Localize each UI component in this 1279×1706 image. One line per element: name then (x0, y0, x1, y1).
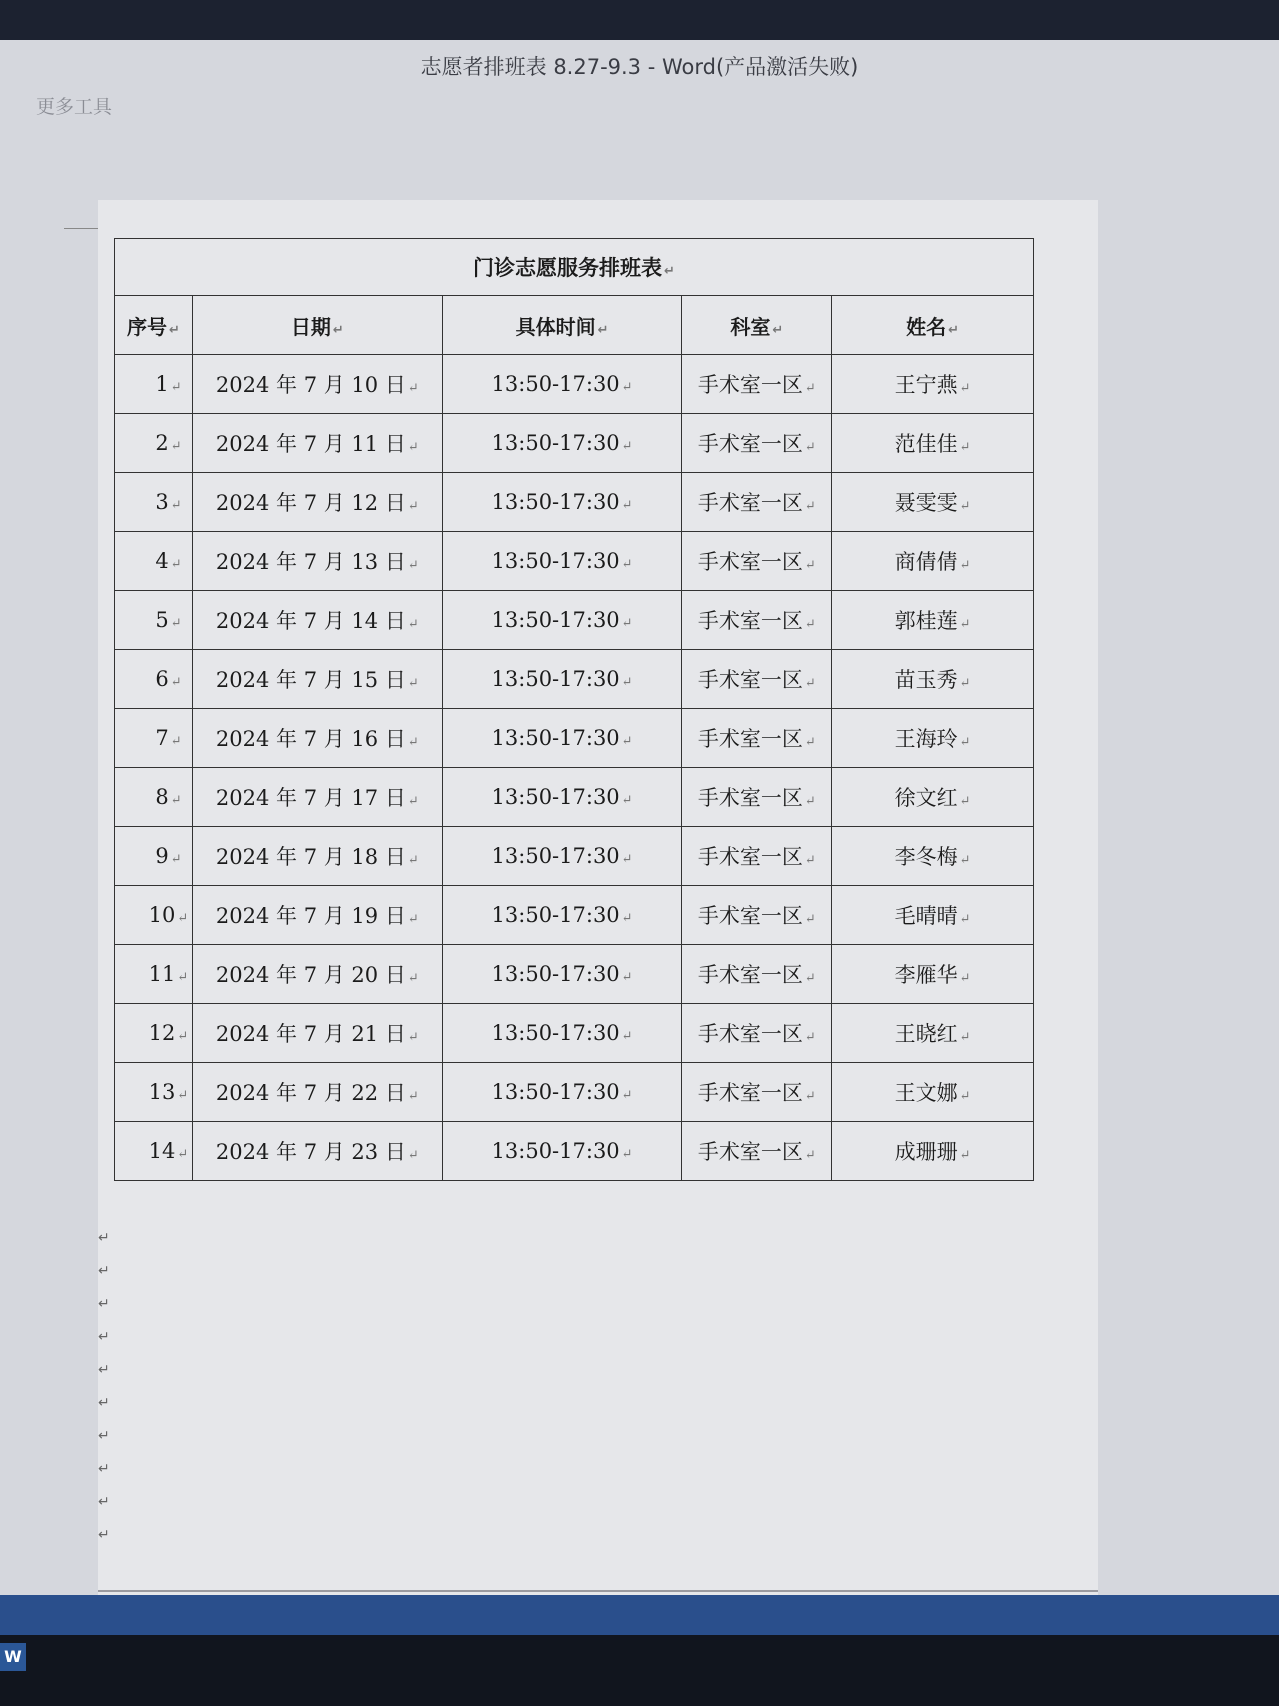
name-value: 李雁华 (894, 963, 958, 987)
paragraph-mark-icon: ↵ (407, 794, 419, 809)
paragraph-mark-icon: ↵ (664, 264, 675, 279)
paragraph-mark-icon: ↵ (959, 676, 971, 691)
header-cell-date[interactable] (192, 296, 442, 355)
cell-time[interactable] (442, 591, 682, 650)
cell-time[interactable] (442, 1122, 682, 1181)
table-row (115, 1004, 1034, 1063)
cell-time[interactable] (442, 1063, 682, 1122)
dept-value: 手术室一区 (697, 491, 803, 515)
paragraph-mark-icon: ↵ (170, 675, 182, 690)
paragraph-mark-icon: ↵ (804, 971, 816, 986)
cell-dept[interactable] (682, 945, 832, 1004)
paragraph-mark-icon: ↵ (407, 853, 419, 868)
cell-dept[interactable] (682, 1063, 832, 1122)
paragraph-mark-icon: ↵ (98, 1395, 110, 1411)
date-value: 2024 年 7 月 11 日 (215, 432, 406, 456)
window-title: 志愿者排班表 8.27-9.3 - Word(产品激活失败) (420, 55, 859, 79)
cell-date[interactable] (192, 473, 442, 532)
name-value: 范佳佳 (894, 432, 958, 456)
paragraph-mark-icon: ↵ (621, 616, 633, 631)
header-label-seq: 序号 (127, 314, 168, 339)
cell-seq[interactable] (115, 1063, 193, 1122)
table-title: 门诊志愿服务排班表 (473, 256, 663, 280)
date-value: 2024 年 7 月 16 日 (215, 727, 406, 751)
time-value: 13:50-17:30 (491, 490, 620, 514)
cell-seq[interactable] (115, 886, 193, 945)
cell-time[interactable] (442, 532, 682, 591)
cell-seq[interactable] (115, 532, 193, 591)
cell-date[interactable] (192, 1004, 442, 1063)
table-row (115, 827, 1034, 886)
paragraph-mark-icon: ↵ (804, 676, 816, 691)
header-cell-dept[interactable] (682, 296, 832, 355)
cell-name[interactable] (832, 827, 1034, 886)
paragraph-mark-icon: ↵ (959, 1089, 971, 1104)
time-value: 13:50-17:30 (491, 844, 620, 868)
cell-name[interactable] (832, 650, 1034, 709)
dept-value: 手术室一区 (697, 727, 803, 751)
word-app-icon[interactable]: W (0, 1643, 26, 1671)
cell-date[interactable] (192, 827, 442, 886)
cell-name[interactable] (832, 591, 1034, 650)
cell-date[interactable] (192, 1063, 442, 1122)
header-cell-name[interactable] (832, 296, 1034, 355)
cell-seq[interactable] (115, 1122, 193, 1181)
paragraph-mark-icon: ↵ (621, 1029, 633, 1044)
table-row (115, 945, 1034, 1004)
cell-time[interactable] (442, 827, 682, 886)
table-row (115, 1063, 1034, 1122)
header-label-name: 姓名 (906, 314, 947, 339)
cell-dept[interactable] (682, 355, 832, 414)
dept-value: 手术室一区 (697, 1140, 803, 1164)
paragraph-mark-icon: ↵ (170, 793, 182, 808)
cell-dept[interactable] (682, 1122, 832, 1181)
seq-value: 11 (148, 962, 176, 986)
seq-value: 12 (148, 1021, 176, 1045)
paragraph-mark-icon: ↵ (407, 558, 419, 573)
paragraph-mark-icon: ↵ (98, 1527, 110, 1543)
paragraph-mark-icon: ↵ (407, 617, 419, 632)
more-tools-button[interactable]: 更多工具 (36, 96, 113, 118)
date-value: 2024 年 7 月 12 日 (215, 491, 406, 515)
seq-value: 1 (155, 372, 169, 396)
paragraph-mark-icon: ↵ (804, 1148, 816, 1163)
cell-seq[interactable] (115, 945, 193, 1004)
status-bar (0, 1595, 1279, 1635)
date-value: 2024 年 7 月 20 日 (215, 963, 406, 987)
cell-date[interactable] (192, 355, 442, 414)
time-value: 13:50-17:30 (491, 903, 620, 927)
paragraph-mark-icon: ↵ (804, 794, 816, 809)
table-row (115, 591, 1034, 650)
paragraph-mark-icon: ↵ (407, 499, 419, 514)
paragraph-mark-icon: ↵ (959, 1030, 971, 1045)
cell-time[interactable] (442, 709, 682, 768)
paragraph-mark-icon: ↵ (407, 1030, 419, 1045)
header-label-time: 具体时间 (515, 314, 596, 339)
time-value: 13:50-17:30 (491, 1021, 620, 1045)
cell-seq[interactable] (115, 473, 193, 532)
paragraph-mark-icon: ↵ (177, 911, 189, 926)
paragraph-mark-icon: ↵ (772, 322, 784, 338)
paragraph-mark-icon: ↵ (98, 1263, 110, 1279)
paragraph-mark-icon: ↵ (621, 439, 633, 454)
dept-value: 手术室一区 (697, 432, 803, 456)
paragraph-mark-icon: ↵ (959, 853, 971, 868)
paragraph-mark-icon: ↵ (959, 381, 971, 396)
cell-name[interactable] (832, 1122, 1034, 1181)
cell-seq[interactable] (115, 1004, 193, 1063)
cell-name[interactable] (832, 414, 1034, 473)
cell-time[interactable] (442, 768, 682, 827)
paragraph-mark-icon: ↵ (407, 912, 419, 927)
dept-value: 手术室一区 (697, 904, 803, 928)
dept-value: 手术室一区 (697, 373, 803, 397)
paragraph-mark-icon: ↵ (170, 439, 182, 454)
cell-dept[interactable] (682, 709, 832, 768)
paragraph-mark-icon: ↵ (332, 322, 344, 338)
name-value: 聂雯雯 (894, 491, 958, 515)
time-value: 13:50-17:30 (491, 667, 620, 691)
name-value: 徐文红 (894, 786, 958, 810)
cell-date[interactable] (192, 709, 442, 768)
cell-dept[interactable] (682, 768, 832, 827)
cell-name[interactable] (832, 1063, 1034, 1122)
seq-value: 13 (148, 1080, 176, 1104)
time-value: 13:50-17:30 (491, 608, 620, 632)
cell-seq[interactable] (115, 650, 193, 709)
seq-value: 6 (155, 667, 169, 691)
time-value: 13:50-17:30 (491, 785, 620, 809)
name-value: 王晓红 (894, 1022, 958, 1046)
dept-value: 手术室一区 (697, 786, 803, 810)
cell-name[interactable] (832, 709, 1034, 768)
paragraph-mark-icon: ↵ (170, 498, 182, 513)
table-row (115, 355, 1034, 414)
name-value: 王文娜 (894, 1081, 958, 1105)
date-value: 2024 年 7 月 19 日 (215, 904, 406, 928)
time-value: 13:50-17:30 (491, 962, 620, 986)
paragraph-mark-icon: ↵ (804, 1089, 816, 1104)
paragraph-mark-icon: ↵ (621, 734, 633, 749)
cell-time[interactable] (442, 650, 682, 709)
paragraph-mark-icon: ↵ (407, 676, 419, 691)
cell-dept[interactable] (682, 414, 832, 473)
paragraph-mark-icon: ↵ (621, 911, 633, 926)
dept-value: 手术室一区 (697, 1081, 803, 1105)
seq-value: 2 (155, 431, 169, 455)
paragraph-mark-icon: ↵ (621, 498, 633, 513)
paragraph-mark-icon: ↵ (98, 1296, 110, 1312)
paragraph-mark-icon: ↵ (959, 912, 971, 927)
seq-value: 14 (148, 1139, 176, 1163)
cell-date[interactable] (192, 650, 442, 709)
document-page[interactable] (98, 200, 1098, 1595)
paragraph-mark-icon: ↵ (170, 734, 182, 749)
paragraph-mark-icon: ↵ (804, 735, 816, 750)
cell-time[interactable] (442, 355, 682, 414)
paragraph-mark-icon: ↵ (621, 675, 633, 690)
paragraph-mark-icon: ↵ (177, 1029, 189, 1044)
date-value: 2024 年 7 月 23 日 (215, 1140, 406, 1164)
cell-seq[interactable] (115, 591, 193, 650)
cell-date[interactable] (192, 886, 442, 945)
header-label-dept: 科室 (730, 314, 771, 339)
cell-date[interactable] (192, 591, 442, 650)
cell-date[interactable] (192, 768, 442, 827)
paragraph-mark-icon: ↵ (959, 735, 971, 750)
paragraph-mark-icon: ↵ (804, 853, 816, 868)
dept-value: 手术室一区 (697, 550, 803, 574)
cell-name[interactable] (832, 473, 1034, 532)
paragraph-mark-icon: ↵ (407, 1089, 419, 1104)
cell-time[interactable] (442, 886, 682, 945)
time-value: 13:50-17:30 (491, 431, 620, 455)
cell-date[interactable] (192, 414, 442, 473)
paragraph-mark-icon: ↵ (98, 1428, 110, 1444)
paragraph-mark-icon: ↵ (170, 616, 182, 631)
paragraph-mark-icon: ↵ (98, 1230, 110, 1246)
paragraph-mark-icon: ↵ (621, 970, 633, 985)
seq-value: 3 (155, 490, 169, 514)
dept-value: 手术室一区 (697, 1022, 803, 1046)
paragraph-mark-icon: ↵ (804, 440, 816, 455)
name-value: 李冬梅 (894, 845, 958, 869)
paragraph-mark-icon: ↵ (621, 380, 633, 395)
header-cell-seq[interactable] (115, 296, 193, 355)
table-row (115, 532, 1034, 591)
seq-value: 9 (155, 844, 169, 868)
paragraph-mark-icon: ↵ (597, 322, 609, 338)
paragraph-mark-icon: ↵ (959, 794, 971, 809)
cell-dept[interactable] (682, 1004, 832, 1063)
table-row (115, 1122, 1034, 1181)
name-value: 王宁燕 (894, 373, 958, 397)
word-window (0, 40, 1279, 1595)
paragraph-mark-icon: ↵ (169, 322, 180, 338)
cell-date[interactable] (192, 1122, 442, 1181)
header-label-date: 日期 (290, 314, 331, 339)
cell-time[interactable] (442, 414, 682, 473)
header-row (115, 296, 1034, 355)
paragraph-mark-icon: ↵ (177, 1088, 189, 1103)
cell-seq[interactable] (115, 709, 193, 768)
paragraph-mark-icon: ↵ (98, 1461, 110, 1477)
table-row (115, 473, 1034, 532)
paragraph-mark-icon: ↵ (170, 557, 182, 572)
paragraph-mark-icon: ↵ (621, 793, 633, 808)
time-value: 13:50-17:30 (491, 549, 620, 573)
date-value: 2024 年 7 月 18 日 (215, 845, 406, 869)
paragraph-mark-icon: ↵ (804, 912, 816, 927)
cell-name[interactable] (832, 886, 1034, 945)
paragraph-mark-icon: ↵ (407, 381, 419, 396)
cell-name[interactable] (832, 1004, 1034, 1063)
date-value: 2024 年 7 月 21 日 (215, 1022, 406, 1046)
seq-value: 8 (155, 785, 169, 809)
cell-dept[interactable] (682, 650, 832, 709)
cell-time[interactable] (442, 1004, 682, 1063)
seq-value: 4 (155, 549, 169, 573)
time-value: 13:50-17:30 (491, 726, 620, 750)
paragraph-mark-icon: ↵ (407, 440, 419, 455)
cell-name[interactable] (832, 532, 1034, 591)
dept-value: 手术室一区 (697, 609, 803, 633)
paragraph-mark-icon: ↵ (170, 380, 182, 395)
paragraph-mark-icon: ↵ (621, 852, 633, 867)
page-bottom-border (98, 1590, 1098, 1592)
schedule-table (114, 238, 1034, 1181)
cell-date[interactable] (192, 945, 442, 1004)
cell-dept[interactable] (682, 532, 832, 591)
paragraph-mark-icon: ↵ (170, 852, 182, 867)
cell-dept[interactable] (682, 591, 832, 650)
header-cell-time[interactable] (442, 296, 682, 355)
paragraph-mark-icon: ↵ (804, 381, 816, 396)
cell-seq[interactable] (115, 768, 193, 827)
cell-dept[interactable] (682, 886, 832, 945)
paragraph-mark-icon: ↵ (621, 1147, 633, 1162)
paragraph-mark-icon: ↵ (804, 499, 816, 514)
name-value: 王海玲 (894, 727, 958, 751)
cell-name[interactable] (832, 768, 1034, 827)
paragraph-mark-icon: ↵ (804, 1030, 816, 1045)
name-value: 成珊珊 (894, 1140, 958, 1164)
paragraph-mark-icon: ↵ (177, 1147, 189, 1162)
paragraph-mark-icon: ↵ (177, 970, 189, 985)
date-value: 2024 年 7 月 10 日 (215, 373, 406, 397)
cell-date[interactable] (192, 532, 442, 591)
date-value: 2024 年 7 月 22 日 (215, 1081, 406, 1105)
cell-seq[interactable] (115, 355, 193, 414)
table-row (115, 709, 1034, 768)
dept-value: 手术室一区 (697, 668, 803, 692)
name-value: 苗玉秀 (894, 668, 958, 692)
taskbar (0, 1635, 1279, 1706)
seq-value: 10 (148, 903, 176, 927)
paragraph-mark-icon: ↵ (959, 558, 971, 573)
dept-value: 手术室一区 (697, 963, 803, 987)
table-row (115, 414, 1034, 473)
paragraph-mark-icon: ↵ (959, 499, 971, 514)
cell-time[interactable] (442, 945, 682, 1004)
seq-value: 7 (155, 726, 169, 750)
paragraph-mark-icon: ↵ (407, 971, 419, 986)
name-value: 商倩倩 (894, 550, 958, 574)
date-value: 2024 年 7 月 15 日 (215, 668, 406, 692)
name-value: 毛晴晴 (894, 904, 958, 928)
date-value: 2024 年 7 月 13 日 (215, 550, 406, 574)
dept-value: 手术室一区 (697, 845, 803, 869)
paragraph-mark-icon: ↵ (959, 617, 971, 632)
table-title-cell[interactable] (115, 239, 1034, 296)
paragraph-mark-icon: ↵ (98, 1329, 110, 1345)
paragraph-mark-icon: ↵ (959, 1148, 971, 1163)
table-row (115, 650, 1034, 709)
name-value: 郭桂莲 (894, 609, 958, 633)
paragraph-mark-icon: ↵ (98, 1494, 110, 1510)
date-value: 2024 年 7 月 14 日 (215, 609, 406, 633)
time-value: 13:50-17:30 (491, 1139, 620, 1163)
time-value: 13:50-17:30 (491, 372, 620, 396)
paragraph-mark-icon: ↵ (621, 1088, 633, 1103)
table-row (115, 886, 1034, 945)
time-value: 13:50-17:30 (491, 1080, 620, 1104)
cell-seq[interactable] (115, 827, 193, 886)
paragraph-mark-icon: ↵ (959, 440, 971, 455)
cell-time[interactable] (442, 473, 682, 532)
paragraph-mark-icon: ↵ (98, 1362, 110, 1378)
paragraph-mark-icon: ↵ (407, 1148, 419, 1163)
cell-name[interactable] (832, 355, 1034, 414)
date-value: 2024 年 7 月 17 日 (215, 786, 406, 810)
cell-dept[interactable] (682, 473, 832, 532)
paragraph-mark-icon: ↵ (948, 322, 960, 338)
paragraph-mark-icon: ↵ (407, 735, 419, 750)
cell-dept[interactable] (682, 827, 832, 886)
paragraph-mark-icon: ↵ (804, 558, 816, 573)
paragraph-mark-icon: ↵ (959, 971, 971, 986)
paragraph-mark-icon: ↵ (621, 557, 633, 572)
paragraph-mark-icon: ↵ (804, 617, 816, 632)
cell-name[interactable] (832, 945, 1034, 1004)
cell-seq[interactable] (115, 414, 193, 473)
seq-value: 5 (155, 608, 169, 632)
table-row (115, 768, 1034, 827)
